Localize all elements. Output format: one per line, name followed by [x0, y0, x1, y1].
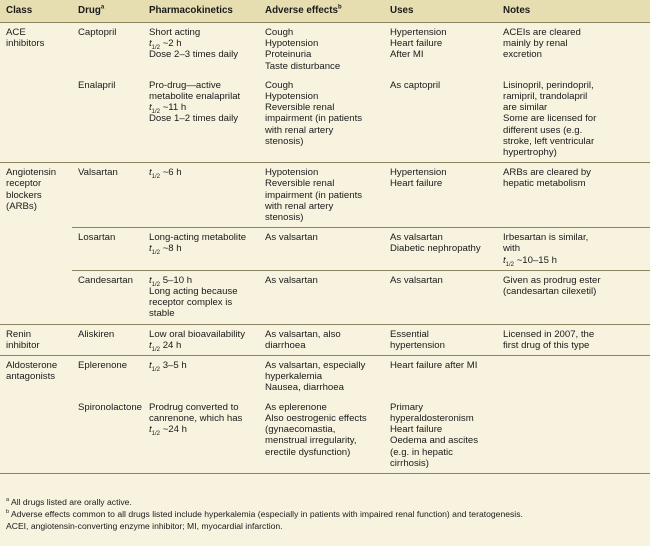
table-row: [0, 356, 650, 398]
header-notes: Notes: [497, 0, 650, 23]
footnotes: [6, 496, 646, 532]
header-row: [0, 0, 650, 23]
notes-cell: Given as prodrug ester (candesartan cilexetil): [497, 270, 650, 324]
uses-cell: As valsartan Diabetic nephropathy: [384, 228, 497, 271]
header-pharmacokinetics: Pharmacokinetics: [143, 0, 259, 23]
footnote-b: $^b$ Adverse effects common to all drugs listed include hyperkalemia (especially in patients with impaired renal function) and teratogenesis.: [6, 509, 523, 519]
uses-cell: Hypertension Heart failure: [384, 163, 497, 228]
adverse-effects-cell: Cough Hypotension Reversible renal impairment (in patients with renal artery stenosis): [265, 79, 363, 147]
class-cell: [0, 398, 72, 474]
header-adverse-effects: Adverse effects$^b$: [259, 0, 384, 23]
adverse-effects-cell: As eplerenone Also oestrogenic effects (gynaecomastia, menstrual irregularity, erectile dysfunction): [259, 398, 384, 474]
table-row: [0, 163, 650, 228]
adverse-effects-cell: Hypotension Reversible renal impairment (in patients with renal artery stenosis): [259, 163, 384, 228]
notes-cell: ARBs are cleared by hepatic metabolism: [497, 163, 650, 228]
class-cell: Aldosterone antagonists: [0, 356, 72, 398]
adverse-effects-cell: Cough Hypotension Proteinuria Taste disturbance: [259, 23, 384, 76]
footnote-a: $^a$ All drugs listed are orally active.: [6, 497, 132, 507]
table-row: [0, 228, 650, 271]
table-row: [0, 76, 650, 163]
drug-cell: Captopril: [72, 23, 143, 76]
drug-cell: Eplerenone: [72, 356, 143, 398]
table-row: [0, 270, 650, 324]
drug-cell: Losartan: [72, 228, 143, 271]
drug-cell: Candesartan: [72, 270, 143, 324]
adverse-effects-cell: As valsartan, also diarrhoea: [259, 324, 384, 355]
adverse-effects-cell: As valsartan: [259, 228, 384, 271]
notes-cell: [497, 356, 650, 398]
uses-cell: As valsartan: [384, 270, 497, 324]
class-cell: [0, 76, 72, 163]
drug-cell: Spironolactone: [72, 398, 143, 474]
pharmacokinetics-cell: Prodrug converted to canrenone, which has $t_{1/2}$ ~24 h: [143, 398, 259, 474]
notes-cell: ACEIs are cleared mainly by renal excretion: [497, 23, 650, 76]
class-cell: ACE inhibitors: [0, 23, 72, 76]
uses-cell: Hypertension Heart failure After MI: [384, 23, 497, 76]
adverse-effects-cell: As valsartan, especially hyperkalemia Nausea, diarrhoea: [259, 356, 384, 398]
header-uses: Uses: [384, 0, 497, 23]
uses-cell: Essential hypertension: [384, 324, 497, 355]
notes-cell: Lisinopril, perindopril, ramipril, trandolapril are similar Some are licensed for different uses (e.g. stroke, left ventricular hypertrophy): [503, 79, 597, 159]
uses-cell: Primary hyperaldosteronism Heart failure Oedema and ascites (e.g. in hepatic cirrhosis): [384, 398, 497, 474]
drug-cell: Enalapril: [78, 79, 116, 91]
pharmacokinetics-cell: Pro-drug—active metabolite enalaprilat $t_{1/2}$ ~11 h Dose 1–2 times daily: [149, 79, 241, 125]
notes-cell: [497, 398, 650, 474]
pharmacokinetics-cell: $t_{1/2}$ 5–10 h Long acting because receptor complex is stable: [143, 270, 259, 324]
uses-cell: As captopril: [390, 79, 441, 91]
header-drug: Drug$^a$: [72, 0, 143, 23]
header-class: Class: [0, 0, 72, 23]
table-row: [0, 398, 650, 474]
notes-cell: Licensed in 2007, the first drug of this type: [497, 324, 650, 355]
table-row: [0, 324, 650, 355]
pharmacokinetics-cell: Short acting $t_{1/2}$ ~2 h Dose 2–3 times daily: [143, 23, 259, 76]
pharmacokinetics-cell: $t_{1/2}$ ~6 h: [143, 163, 259, 228]
notes-cell: Irbesartan is similar, with $t_{1/2}$ ~10–15 h: [497, 228, 650, 271]
drug-cell: Valsartan: [72, 163, 143, 228]
table-row: [0, 23, 650, 76]
uses-cell: Heart failure after MI: [384, 356, 497, 398]
footnote-abbreviations: ACEI, angiotensin-converting enzyme inhibitor; MI, myocardial infarction.: [6, 521, 283, 531]
class-cell: Renin inhibitor: [0, 324, 72, 355]
class-cell: [0, 270, 72, 324]
adverse-effects-cell: As valsartan: [259, 270, 384, 324]
class-cell: Angiotensin receptor blockers (ARBs): [0, 163, 72, 228]
pharmacokinetics-cell: $t_{1/2}$ 3–5 h: [143, 356, 259, 398]
class-cell: [0, 228, 72, 271]
drug-cell: Aliskiren: [72, 324, 143, 355]
pharmacokinetics-cell: Low oral bioavailability $t_{1/2}$ 24 h: [143, 324, 259, 355]
pharmacokinetics-cell: Long-acting metabolite $t_{1/2}$ ~8 h: [143, 228, 259, 271]
